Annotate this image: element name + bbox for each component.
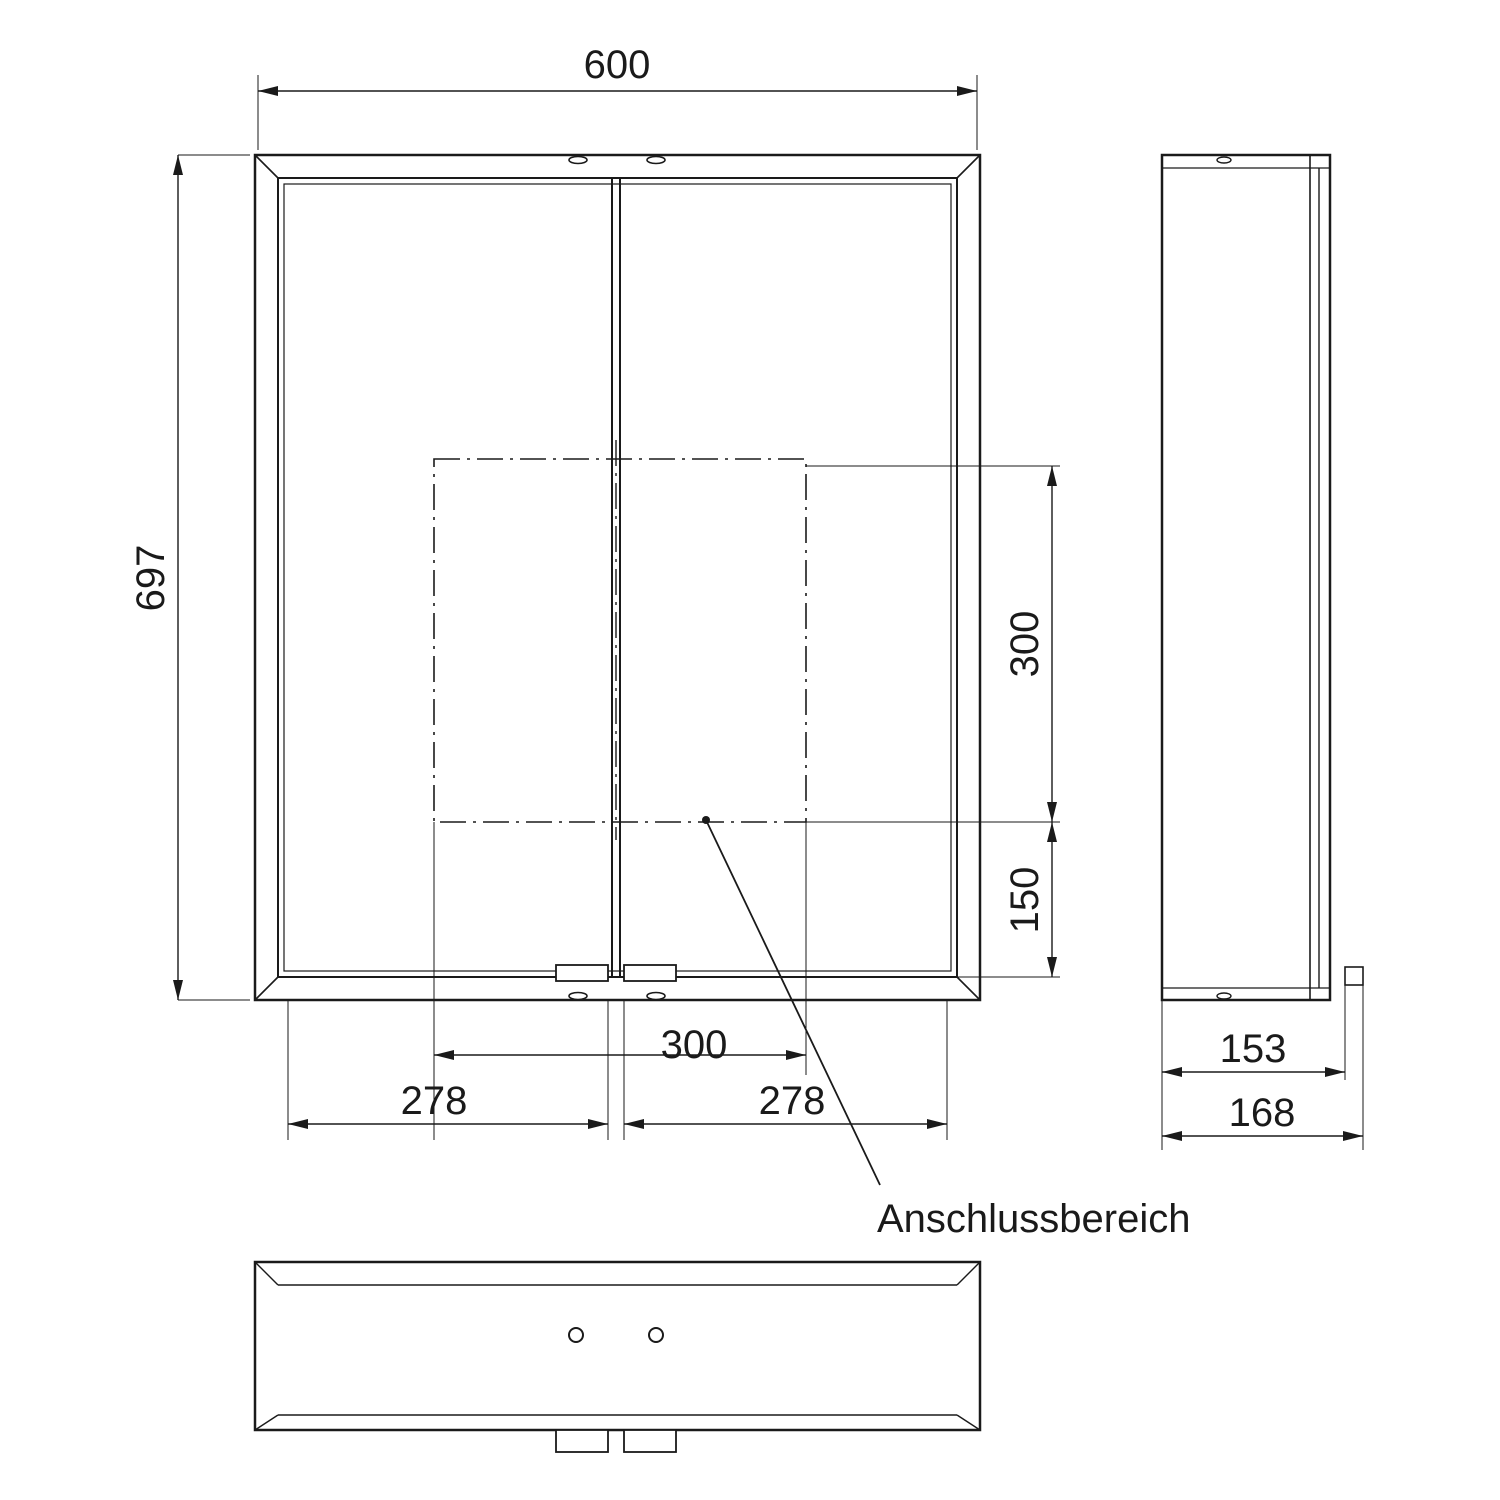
dim-label-600: 600	[583, 43, 651, 87]
topview-outer-body	[255, 1262, 980, 1430]
arrow-300h-left	[434, 1050, 454, 1060]
side-bottom-hole	[1217, 993, 1231, 999]
arrow-168-left	[1162, 1131, 1182, 1141]
arrow-150-top	[1047, 822, 1057, 842]
side-top-hole	[1217, 157, 1231, 163]
dim-label-278-right: 278	[758, 1079, 826, 1123]
side-view	[1162, 155, 1363, 1000]
dim-label-153: 153	[1219, 1027, 1287, 1071]
top-view	[255, 1262, 980, 1452]
annotation-label-anschlussbereich: Anschlussbereich	[877, 1197, 1191, 1241]
arrow-278l-right	[588, 1119, 608, 1129]
side-dimensions	[1162, 985, 1363, 1150]
topview-hole-left	[569, 1328, 583, 1342]
arrow-278l-left	[288, 1119, 308, 1129]
dim-label-697: 697	[129, 544, 173, 612]
arrow-150-bottom	[1047, 957, 1057, 977]
arrow-153-left	[1162, 1067, 1182, 1077]
arrow-300h-right	[786, 1050, 806, 1060]
front-mirror-panel	[284, 184, 951, 971]
dim-label-300-height: 300	[1003, 610, 1047, 678]
dim-label-168: 168	[1228, 1091, 1296, 1135]
handle-tab-left	[556, 965, 608, 981]
arrow-168-right	[1343, 1131, 1363, 1141]
front-view	[255, 155, 980, 1185]
topview-hole-right	[649, 1328, 663, 1342]
arrow-153-right	[1325, 1067, 1345, 1077]
topview-tab-right	[624, 1430, 676, 1452]
arrow-278r-right	[927, 1119, 947, 1129]
annotation-leader-dot	[702, 816, 710, 824]
side-bottom-tab	[1345, 967, 1363, 985]
dim-label-300-width: 300	[660, 1023, 728, 1067]
arrow-697-top	[173, 155, 183, 175]
topview-tab-left	[556, 1430, 608, 1452]
side-outer-body	[1162, 155, 1330, 1000]
arrow-300v-bottom	[1047, 802, 1057, 822]
dim-label-150: 150	[1003, 866, 1047, 934]
top-hole-right	[647, 157, 665, 164]
arrow-600-left	[258, 86, 278, 96]
handle-tab-right	[624, 965, 676, 981]
arrow-300v-top	[1047, 466, 1057, 486]
arrow-278r-left	[624, 1119, 644, 1129]
bottom-hole-left	[569, 993, 587, 1000]
top-hole-left	[569, 157, 587, 164]
bottom-hole-right	[647, 993, 665, 1000]
arrow-697-bottom	[173, 980, 183, 1000]
dim-label-278-left: 278	[400, 1079, 468, 1123]
arrow-600-right	[957, 86, 977, 96]
